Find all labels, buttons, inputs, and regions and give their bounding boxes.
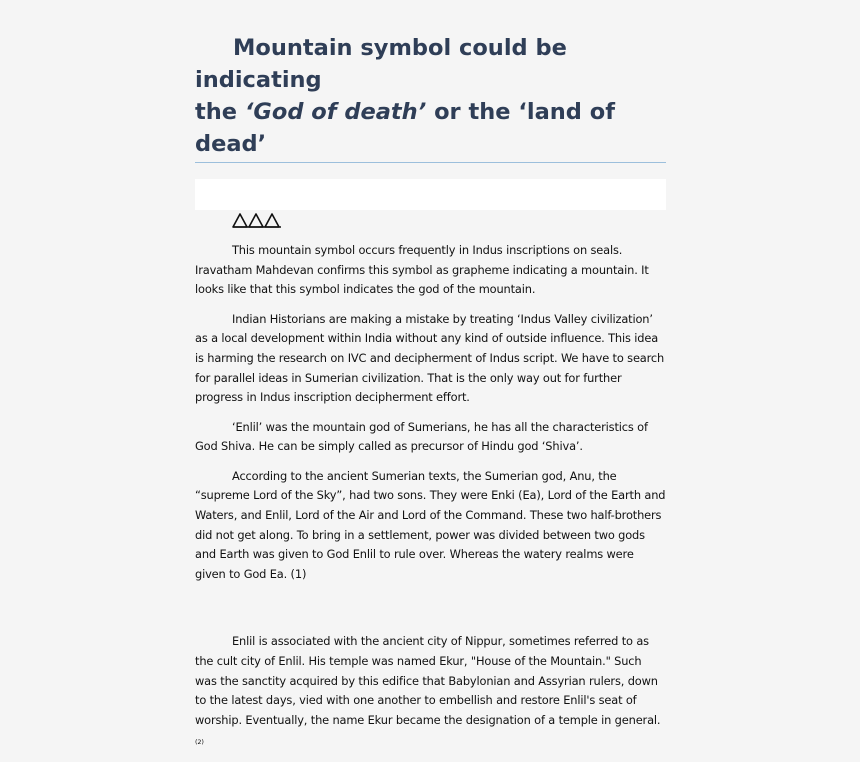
title-line-2-prefix: the <box>195 99 245 125</box>
paragraph-3: ‘Enlil’ was the mountain god of Sumerians, he has all the characteristics of God Shiva. He can be simply called as precursor of Hindu god ‘Shiva’. <box>195 419 648 454</box>
page-title <box>195 32 666 163</box>
title-line-2-suffix: or the ‘land of dead’ <box>195 99 615 157</box>
paragraph-5 <box>195 632 666 752</box>
paragraph-1: This mountain symbol occurs frequently in Indus inscriptions on seals. Iravatham Mahdevan confirms this symbol as grapheme indicating a mountain. It looks like that this symbol indicates the god of the mountain. <box>195 243 649 297</box>
paragraph-4: According to the ancient Sumerian texts, the Sumerian god, Anu, the “supreme Lord of the Sky”, had two sons. They were Enki (Ea), Lord of the Earth and Waters, and Enlil, Lord of the Air and Lord of the Command. These two half-brothers did not get along. To bring in a settlement, power was divided between two gods and Earth was given to God Enlil to rule over. Whereas the watery realms were given to God Ea. (1) <box>195 468 666 582</box>
paragraph-5-text: Enlil is associated with the ancient city of Nippur, sometimes referred to as the cult city of Enlil. His temple was named Ekur, "House of the Mountain." Such was the sanctity acquired by this edifice that Babylonian and Assyrian rulers, down to the latest days, vied with one another to embellish and restore Enlil's seat of worship. Eventually, the name Ekur became the designation of a temple in general. <box>195 634 661 728</box>
title-line-1: Mountain symbol could be indicating <box>195 35 567 93</box>
white-band <box>195 179 666 210</box>
paragraph-2: Indian Historians are making a mistake by treating ‘Indus Valley civilization’ as a local development within India without any kind of outside influence. This idea is harming the research on IVC and decipherment of Indus script. We have to search for parallel ideas in Sumerian civilization. That is the only way out for further progress in Indus inscription decipherment effort. <box>195 311 665 405</box>
mountain-symbol-icon <box>232 212 284 228</box>
document <box>195 32 666 762</box>
reference-marker: (2) <box>195 737 204 746</box>
title-line-2-italic: ‘God of death’ <box>244 99 427 125</box>
spacer <box>195 594 666 632</box>
